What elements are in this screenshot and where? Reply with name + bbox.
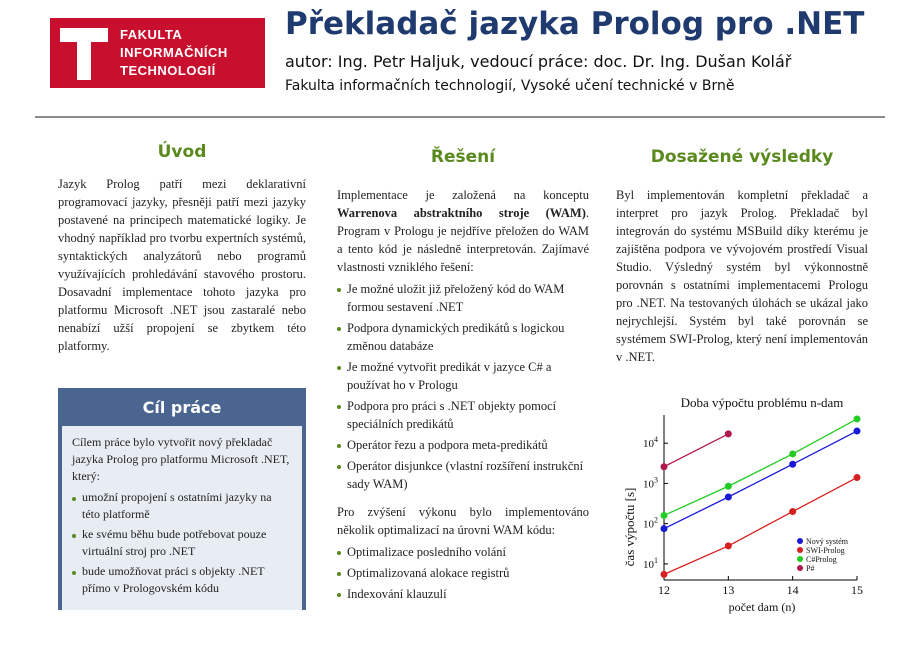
- cil-box: [58, 388, 306, 610]
- legend-label: C#Prolog: [806, 555, 837, 564]
- data-point: [661, 512, 668, 519]
- cil-item: umožní propojení s ostatními jazyky na této platformě: [72, 489, 292, 523]
- data-point: [854, 428, 861, 435]
- vysledky-section: [616, 148, 868, 366]
- wam-emphasis: Warrenova abstraktního stroje (WAM): [337, 206, 586, 220]
- data-point: [725, 483, 732, 490]
- reseni-section: [337, 148, 589, 606]
- legend-marker: [797, 565, 803, 571]
- logo-text: [120, 18, 228, 88]
- cil-body: [62, 426, 302, 610]
- data-point: [789, 508, 796, 515]
- data-point: [725, 542, 732, 549]
- reseni-heading: Řešení: [430, 147, 496, 167]
- reseni-optimizations-list: [337, 543, 589, 603]
- y-axis-label: čas výpočtu [s]: [622, 487, 637, 567]
- optimization-item: Indexování klauzulí: [337, 585, 589, 603]
- x-tick-label: 15: [851, 583, 863, 597]
- reseni-intro-end: . Program v Prologu je nejdříve přeložen do WAM a tento kód je následně interpretován. Zajímavé vlastnosti vzniklého řešení:: [337, 206, 589, 274]
- y-tick-label: $10^4$: [643, 435, 658, 451]
- chart-title: Doba výpočtu problému n-dam: [680, 395, 844, 410]
- optimization-item: Optimalizace posledního volání: [337, 543, 589, 561]
- series-line: [664, 431, 857, 529]
- data-point: [854, 415, 861, 422]
- legend-marker: [797, 538, 803, 544]
- uvod-section: [58, 143, 306, 355]
- cil-list: [72, 489, 292, 597]
- y-tick-label: $10^2$: [643, 515, 658, 531]
- data-point: [854, 474, 861, 481]
- legend-label: SWI-Prolog: [806, 546, 845, 555]
- vysledky-heading: Dosažené výsledky: [650, 147, 834, 167]
- data-point: [789, 461, 796, 468]
- reseni-item: Podpora dynamických predikátů s logickou změnou databáze: [337, 319, 589, 355]
- cil-intro: Cílem práce bylo vytvořit nový překladač jazyka Prolog pro platformu Microsoft .NET, který:: [72, 435, 290, 483]
- x-tick-label: 12: [658, 583, 670, 597]
- fit-logo-mark: [50, 18, 120, 88]
- logo-line-1: FAKULTA: [120, 27, 183, 42]
- reseni-item: Operátor disjunkce (vlastní rozšíření instrukční sady WAM): [337, 457, 589, 493]
- data-point: [725, 430, 732, 437]
- legend-label: Nový systém: [806, 537, 848, 546]
- cil-item: bude umožňovat práci s objekty .NET přímo v Prologovském kódu: [72, 563, 292, 597]
- logo-stem: [77, 42, 91, 80]
- x-axis-label: počet dam (n): [728, 600, 796, 614]
- faculty-line: Fakulta informačních technologií, Vysoké učení technické v Brně: [285, 78, 735, 94]
- performance-chart: [612, 385, 872, 620]
- data-point: [725, 493, 732, 500]
- logo-bar: [60, 28, 108, 42]
- reseni-item: Podpora pro práci s .NET objekty pomocí speciálních predikátů: [337, 397, 589, 433]
- reseni-intro-start: Implementace je založená na konceptu: [337, 188, 589, 202]
- cil-item: ke svému běhu bude potřebovat pouze virtuální stroj pro .NET: [72, 526, 292, 560]
- reseni-item: Je možné vytvořit predikát v jazyce C# a používat ho v Prologu: [337, 358, 589, 394]
- header-divider: [35, 116, 885, 118]
- logo-line-2: INFORMAČNÍCH: [120, 45, 228, 60]
- y-tick-label: $10^1$: [643, 555, 658, 571]
- cil-heading: Cíl práce: [142, 397, 222, 417]
- series-line: [664, 434, 728, 467]
- reseni-intro: [337, 186, 589, 276]
- y-tick-label: $10^3$: [643, 475, 658, 491]
- data-point: [661, 525, 668, 532]
- chart-legend: [797, 537, 849, 573]
- optimization-item: Optimalizovaná alokace registrů: [337, 564, 589, 582]
- legend-marker: [797, 547, 803, 553]
- series-line: [664, 419, 857, 516]
- uvod-heading: Úvod: [157, 142, 207, 162]
- fit-logo: [50, 18, 265, 88]
- axis-ticks: [643, 435, 863, 597]
- x-tick-label: 14: [786, 583, 799, 597]
- reseni-list: [337, 280, 589, 493]
- reseni-item: Je možné uložit již přeložený kód do WAM formou sestavení .NET: [337, 280, 589, 316]
- reseni-item: Operátor řezu a podpora meta-predikátů: [337, 436, 589, 454]
- authors-line: autor: Ing. Petr Haljuk, vedoucí práce: doc. Dr. Ing. Dušan Kolář: [285, 52, 792, 71]
- legend-label: P#: [806, 564, 815, 573]
- legend-marker: [797, 556, 803, 562]
- uvod-text: Jazyk Prolog patří mezi deklarativní programovací jazyky, přesněji patří mezi jazyky postavené na principech matematické logiky. Je vhodný například pro tvorbu expertních systémů, syntaktických analyzátorů nebo programů využívajících prohledávání stavového prostoru. Dosavadní implementace tohoto jazyka pro platformu Microsoft .NET jsou zastaralé nebo nenabízí užší propojení se zbytkem této platformy.: [58, 177, 306, 353]
- data-point: [661, 463, 668, 470]
- poster-title: Překladač jazyka Prolog pro .NET: [285, 6, 865, 42]
- data-point: [661, 571, 668, 578]
- reseni-optimizations-intro: Pro zvýšení výkonu bylo implementováno několik optimalizací na úrovni WAM kódu:: [337, 505, 589, 537]
- logo-line-3: TECHNOLOGIÍ: [120, 63, 216, 78]
- vysledky-text: Byl implementován kompletní překladač a interpret pro jazyk Prolog. Překladač byl integrován do systému MSBuild díky kterému je zajištěna podpora ve vývojovém prostředí Visual Studio. Výsledný systém byl výkonnostně porovnán s ostatními implementacemi Prologu pro .NET. Na testovaných úlohách se ukázal jako nejrychlejší. Systém byl také porovnán se systémem SWI-Prolog, který není implementován v .NET.: [616, 188, 868, 364]
- data-point: [789, 450, 796, 457]
- x-tick-label: 13: [722, 583, 735, 597]
